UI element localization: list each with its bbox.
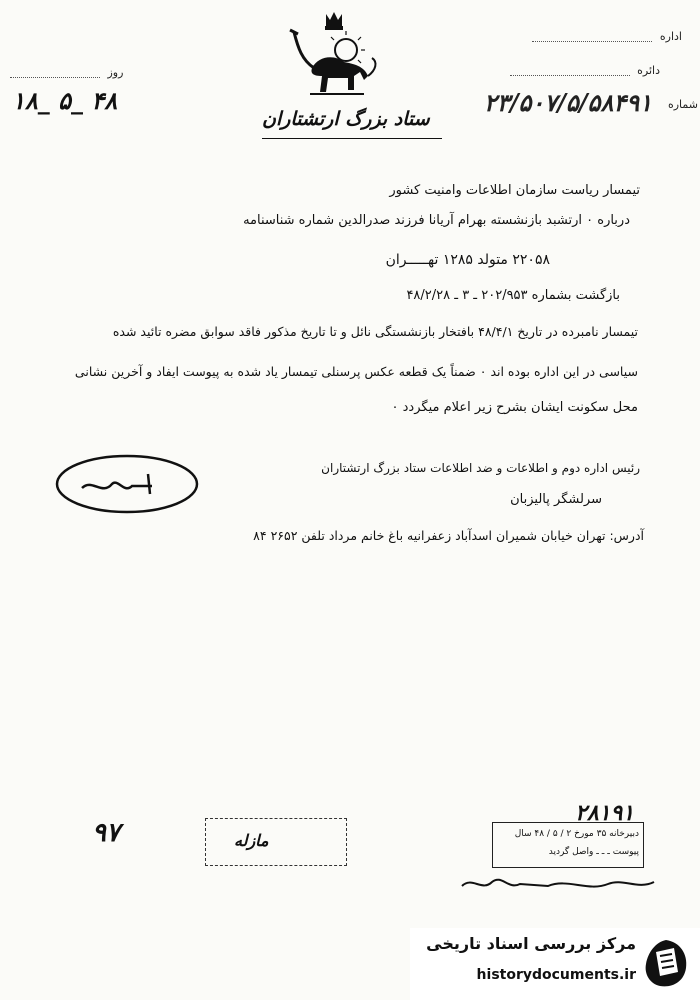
addressee: تیمسار ریاست سازمان اطلاعات وامنیت کشور <box>389 183 640 198</box>
paragraph-line-1: تیمسار نامبرده در تاریخ ۴۸/۴/۱ بافتخار بازنشستگی نائل و تا تاریخ مذکور فاقد سوابق مضره تائید شده <box>112 324 638 339</box>
archive-logo-icon <box>642 938 690 990</box>
paragraph-line-2: سیاسی در این اداره بوده اند ۰ ضمناً یک قطعه عکس پرسنلی تیمسار یاد شده به پیوست ایفاد و آخرین نشانی <box>74 364 638 379</box>
office-label: اداره <box>659 30 682 43</box>
dashed-stamp-text: مازله <box>234 831 269 850</box>
subject-line-1: درباره ۰ ارتشبد بازنشسته بهرام آریانا فرزند صدرالدین شماره شناسنامه <box>243 213 630 228</box>
watermark-logo <box>410 928 700 1000</box>
signature-name: سرلشگر پالیزبان <box>510 492 602 507</box>
office-field <box>532 30 682 43</box>
receipt-stamp <box>492 822 644 868</box>
website-text: historydocuments.ir <box>476 967 636 983</box>
date-field <box>10 66 123 79</box>
paragraph-line-3: محل سکونت ایشان بشرح زیر اعلام میگردد ۰ <box>391 400 638 415</box>
lion-sun-emblem-icon <box>284 10 384 102</box>
subject-line-2: ۲۲۰۵۸ متولد ۱۲۸۵ تهـــــران <box>385 252 550 268</box>
office-line <box>532 32 652 42</box>
letter-date: ۱۸_ ۵_ ۴۸ <box>12 86 118 115</box>
handwritten-signature <box>52 448 202 518</box>
residence-address: آدرس: تهران خیابان شمیران اسدآباد زعفرانیه باغ خانم مرداد تلفن ۲۶۵۲ ۸۴ <box>253 528 644 543</box>
center-name: مرکز بررسی اسناد تاریخی <box>426 934 636 953</box>
department-line <box>510 66 630 76</box>
dashed-stamp <box>205 818 347 866</box>
date-label: روز <box>107 66 124 79</box>
date-line <box>10 68 100 78</box>
organization-title: ستاد بزرگ ارتشتاران <box>262 108 430 130</box>
number-label: شماره <box>667 98 698 111</box>
handwritten-initials <box>458 868 658 896</box>
receipt-stamp-line-1: دبیرخانه ۳۵ مورخ ۲ / ۵ / ۴۸ سال <box>514 829 639 839</box>
archive-number: ۲۸۱۹۱ <box>575 800 635 826</box>
letter-number: ۲۳/۵۰۷/۵/۵۸۴۹۱ <box>483 88 652 117</box>
receipt-stamp-line-2: پیوست ـ ـ ـ واصل گردید <box>548 847 639 857</box>
department-field <box>510 64 660 77</box>
reference-line: بازگشت بشماره ۲۰۲/۹۵۳ ـ ۳ ـ ۴۸/۲/۲۸ <box>406 288 620 303</box>
title-underline <box>262 138 442 139</box>
signature-title: رئیس اداره دوم و اطلاعات و ضد اطلاعات ستاد بزرگ ارتشتاران <box>321 461 640 475</box>
department-label: دائره <box>637 64 660 77</box>
handwritten-page-number: ۹۷ <box>92 818 120 848</box>
